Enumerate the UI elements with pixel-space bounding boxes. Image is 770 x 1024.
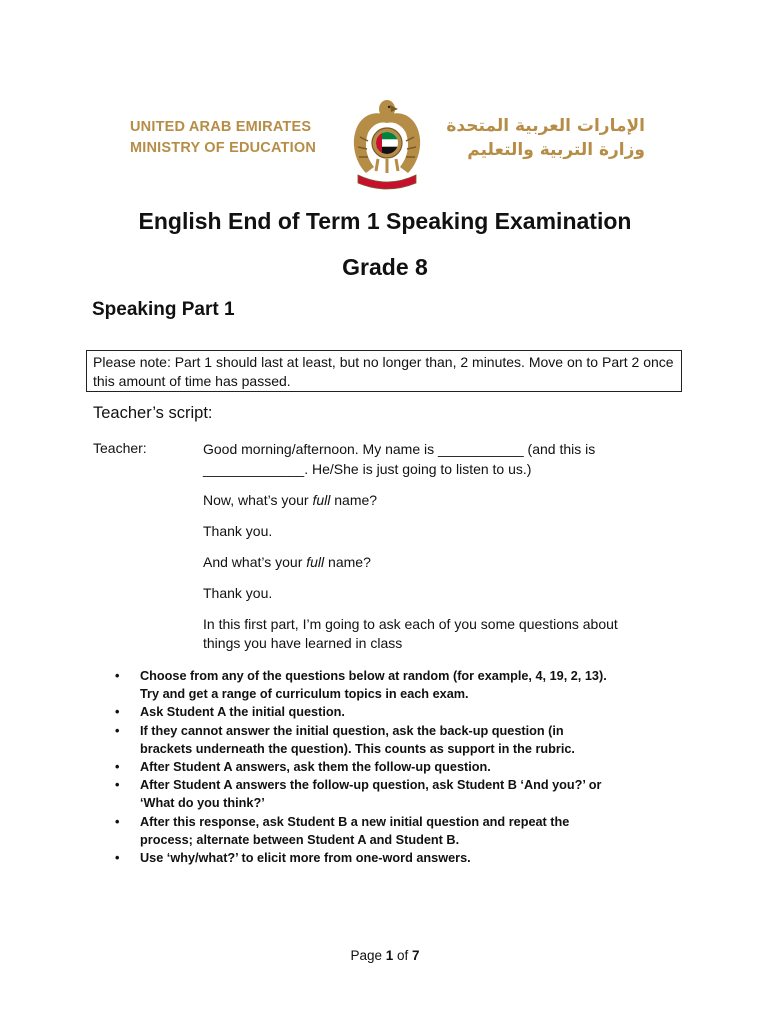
q1-text-before: Now, what’s your [203,491,313,508]
q2-text-after: name? [324,553,371,570]
ministry-name-english [130,117,316,159]
list-item [115,667,675,703]
list-item-line1: After Student A answers, ask them the follow-up question. [140,760,491,775]
list-item-line1: If they cannot answer the initial question, ask the back-up question (in [140,723,564,738]
list-item [115,776,675,812]
ministry-ar-line2: وزارة التربية والتعليم [467,140,645,160]
list-item-line1: Use ‘why/what?’ to elicit more from one-word answers. [140,851,471,866]
bullet-icon: • [115,705,120,720]
exam-title: English End of Term 1 Speaking Examination [138,208,632,234]
ministry-en-line2: MINISTRY OF EDUCATION [130,140,316,156]
bullet-icon: • [115,669,120,683]
list-item-line1: Ask Student A the initial question. [140,705,345,720]
list-item-line2: brackets underneath the question). This counts as support in the rubric. [140,741,575,756]
list-item-line2: ‘What do you think?’ [140,796,265,811]
script-heading: Teacher’s script: [93,404,213,422]
of-word: of [393,948,413,963]
uae-eagle-emblem-icon [350,97,424,191]
script-thanks-2: Thank you. [203,584,273,601]
q1-text-after: name? [330,491,378,508]
script-thanks-1: Thank you. [203,522,273,539]
bullet-icon: • [115,760,120,775]
ministry-name-arabic [435,114,645,162]
grade-heading: Grade 8 [342,254,428,280]
bullet-icon: • [115,814,120,829]
ministry-en-line1: UNITED ARAB EMIRATES [130,119,312,135]
q1-emphasis: full [312,491,331,508]
greeting-line2: _____________. He/She is just going to listen to us.) [203,460,532,477]
bullet-icon: • [115,778,120,793]
script-greeting [203,440,683,479]
list-item [115,849,675,867]
script-intro [203,615,683,654]
ministry-ar-line1: الإمارات العربية المتحدة [446,116,645,136]
teacher-script [203,440,683,665]
script-question-1 [203,491,683,511]
list-item-line1: After Student A answers the follow-up question, ask Student B ‘And you?’ or [140,778,602,793]
script-question-2 [203,553,683,573]
list-item [115,813,675,849]
instructions-list [115,667,675,867]
page-word: Page [350,948,386,963]
page-footer [0,948,770,963]
list-item-line1: After this response, ask Student B a new initial question and repeat the [140,814,570,829]
greeting-line1: Good morning/afternoon. My name is ___________ (and this is [203,441,596,457]
current-page-number: 1 [385,948,394,963]
list-item-line2: Try and get a range of curriculum topics in each exam. [140,687,469,702]
list-item [115,703,675,721]
bullet-icon: • [115,723,120,738]
list-item [115,758,675,776]
note-box: Please note: Part 1 should last at least, but no longer than, 2 minutes. Move on to Part 2 once this amount of time has passed. [86,350,682,392]
q2-text-before: And what’s your [203,553,307,570]
list-item-line2: process; alternate between Student A and Student B. [140,832,460,847]
q2-emphasis: full [306,553,325,570]
intro-line1: In this first part, I’m going to ask each of you some questions about [203,615,618,632]
section-heading: Speaking Part 1 [92,299,235,320]
total-pages-number: 7 [412,948,420,963]
bullet-icon: • [115,851,120,866]
list-item-line1: Choose from any of the questions below at random (for example, 4, 19, 2, 13). [140,669,607,683]
list-item [115,722,675,758]
intro-line2: things you have learned in class [203,635,403,651]
teacher-label: Teacher: [93,440,147,456]
